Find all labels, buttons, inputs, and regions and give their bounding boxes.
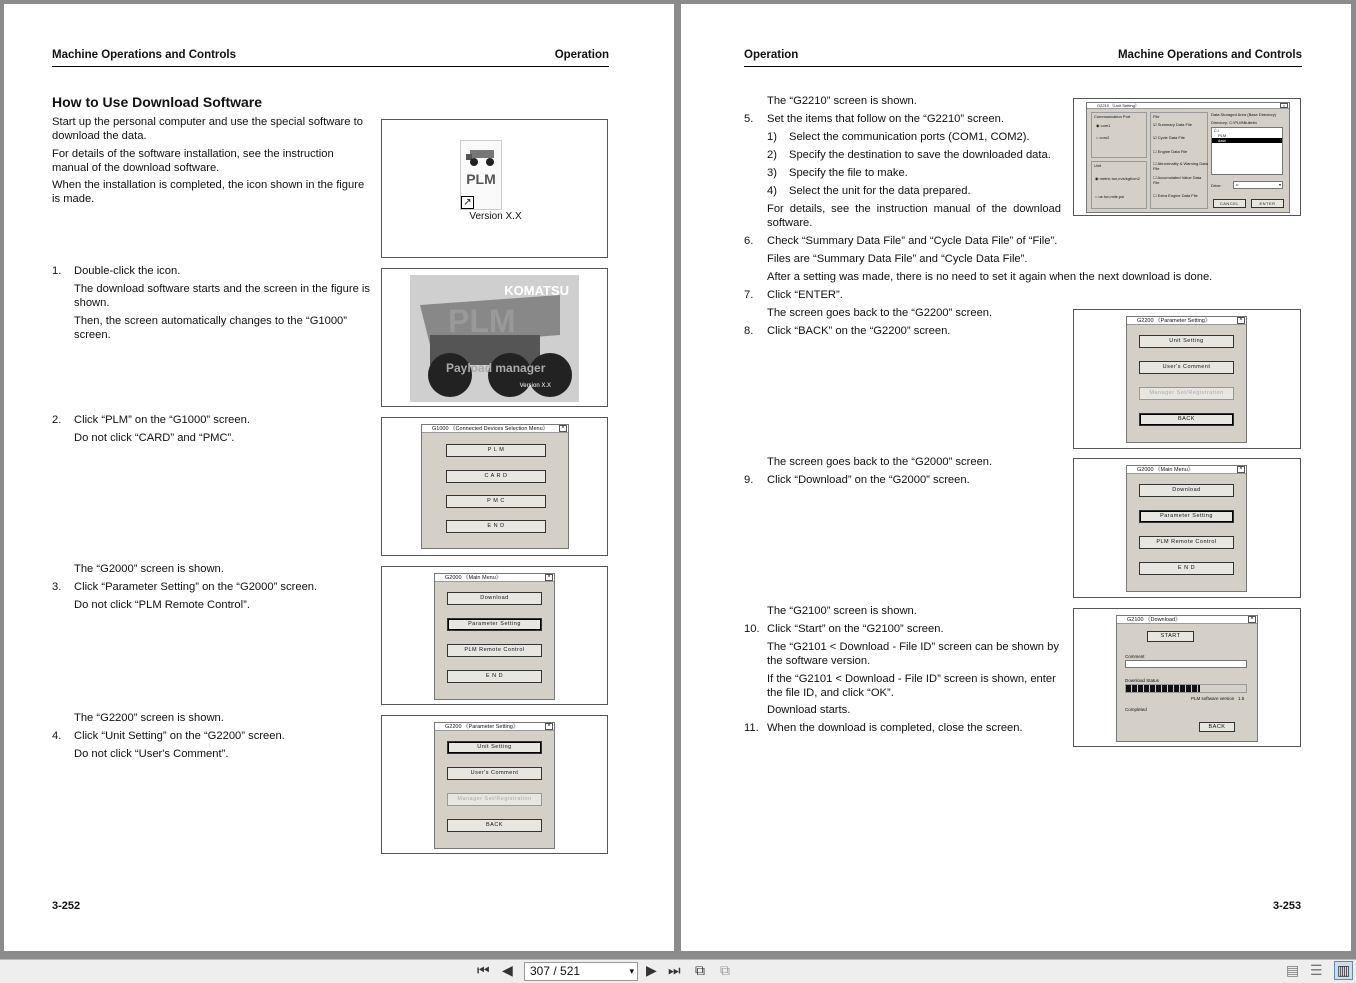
page-header xyxy=(52,49,609,67)
prev-page-icon[interactable]: ◀ xyxy=(502,962,513,978)
splash-version: Version X.X xyxy=(519,383,551,389)
tree-item[interactable]: C:\ xyxy=(1214,128,1220,133)
comm-port-group xyxy=(1091,112,1147,158)
left-page xyxy=(4,4,674,951)
step-pre: The “G2000” screen is shown. xyxy=(74,563,224,575)
header-left: Operation xyxy=(744,49,799,61)
single-page-view-icon[interactable]: ▤ xyxy=(1286,962,1300,978)
g1000-end-button[interactable]: E N D xyxy=(446,520,546,533)
us-label: us ton,mile,psi xyxy=(1098,194,1125,199)
step-number: 5. xyxy=(744,113,754,125)
plm-icon-logo: PLM xyxy=(466,171,496,187)
dialog-title xyxy=(1127,466,1246,474)
com2-label: com2 xyxy=(1099,135,1110,140)
step-note: For details, see the instruction manual of the download software. xyxy=(767,203,1061,229)
step-detail: The “G2101 < Download - File ID” screen can be shown by the software version. xyxy=(767,641,1059,667)
close-icon[interactable]: × xyxy=(545,574,553,581)
step-text: Click “Download” on the “G2000” screen. xyxy=(767,474,970,486)
com1-label: com1 xyxy=(1100,123,1111,128)
figure-g2000 xyxy=(381,566,608,705)
metric-radio[interactable]: ◉ metric ton,m/s/kgf/cm2 xyxy=(1095,176,1140,181)
step-detail: The download software starts and the screen in the figure is shown. xyxy=(74,283,371,309)
step-number: 7. xyxy=(744,289,754,301)
g2200-unit-setting-button[interactable]: Unit Setting xyxy=(1139,335,1234,348)
step-pre: The “G2200” screen is shown. xyxy=(74,712,224,724)
dialog-title-text: G2210 《Unit Setting》 xyxy=(1097,103,1139,108)
plm-shortcut-icon[interactable] xyxy=(460,140,502,210)
dialog-title xyxy=(422,425,568,433)
cycle-checkbox[interactable]: ☑ Cycle Data File xyxy=(1153,135,1185,140)
dialog-title xyxy=(1087,103,1289,109)
continuous-view-icon[interactable]: ☰ xyxy=(1310,962,1323,978)
dialog-title-text: G1000 《Connected Devices Selection Menu》 xyxy=(432,426,549,432)
header-left: Machine Operations and Controls xyxy=(52,49,237,61)
close-icon[interactable]: × xyxy=(1237,317,1245,324)
engine-checkbox[interactable]: ☐ Engine Data File xyxy=(1153,149,1188,154)
sub-number: 1) xyxy=(767,131,777,143)
icon-caption: Version X.X xyxy=(469,211,522,222)
version-value: 1.5 xyxy=(1238,696,1245,701)
dialog-title xyxy=(1127,317,1246,325)
step-detail: Download starts. xyxy=(767,704,851,716)
g2000-parameter-setting-button[interactable]: Parameter Setting xyxy=(1139,510,1234,523)
compare-icon[interactable]: ⧉ xyxy=(720,962,730,978)
step-pre: The “G2100” screen is shown. xyxy=(767,605,917,617)
page-number-value: 307 / 521 xyxy=(530,964,581,978)
unit-group xyxy=(1091,161,1147,209)
sub-number: 4) xyxy=(767,185,777,197)
g2210-dialog xyxy=(1086,102,1290,213)
sub-number: 2) xyxy=(767,149,777,161)
close-icon[interactable]: × xyxy=(545,723,553,730)
unit-label: Unit xyxy=(1094,163,1102,168)
g1000-plm-button[interactable]: P L M xyxy=(446,444,546,457)
step-pre: The “G2210” screen is shown. xyxy=(767,95,917,107)
g2000-download-button[interactable]: Download xyxy=(447,592,542,605)
drive-label: Drive: xyxy=(1211,183,1222,188)
sub-text: Select the unit for the data prepared. xyxy=(789,185,971,197)
g2000-download-button[interactable]: Download xyxy=(1139,484,1234,497)
tree-item[interactable]: PLM xyxy=(1218,133,1227,138)
dialog-title-text: G2000 《Main Menu》 xyxy=(445,575,502,581)
viewer-toolbar xyxy=(0,959,1356,983)
g2000-dialog xyxy=(1126,465,1247,592)
directory-value: Directory: C:\PLM\Bulletin xyxy=(1211,120,1257,125)
checkbox-label: Summary Data File xyxy=(1157,122,1192,127)
comment-input[interactable] xyxy=(1125,660,1247,668)
close-icon[interactable]: × xyxy=(1237,466,1245,473)
comm-port-label: Communication Port xyxy=(1094,114,1131,119)
step-text: Set the items that follow on the “G2210” screen. xyxy=(767,113,1004,125)
step-number: 8. xyxy=(744,325,754,337)
file-group xyxy=(1150,112,1208,209)
g2200-manager-button[interactable]: Manager Set/Registration xyxy=(1139,387,1234,400)
step-text: Click “Start” on the “G2100” screen. xyxy=(767,623,944,635)
g2200-unit-setting-button[interactable]: Unit Setting xyxy=(447,741,542,754)
splash-subtitle: Payload manager xyxy=(446,361,546,375)
dialog-title-text: G2200 《Parameter Setting》 xyxy=(1137,318,1211,324)
g2000-end-button[interactable]: E N D xyxy=(1139,562,1234,575)
page-number-field[interactable] xyxy=(524,962,638,981)
shortcut-arrow-icon: ↗ xyxy=(461,196,474,209)
checkbox-label: Extra Engine Data File xyxy=(1157,193,1198,198)
com1-radio[interactable]: ◉ com1 xyxy=(1096,123,1111,128)
g2000-parameter-setting-button[interactable]: Parameter Setting xyxy=(447,618,542,631)
g2000-dialog xyxy=(434,573,555,700)
version-line xyxy=(1191,696,1244,701)
step-detail: Do not click “CARD” and “PMC”. xyxy=(74,432,235,444)
download-progress-bar xyxy=(1125,684,1247,693)
summary-checkbox[interactable]: ☑ Summary Data File xyxy=(1153,122,1192,127)
completed-label: Completed xyxy=(1125,707,1147,712)
step-text: Double-click the icon. xyxy=(74,265,181,277)
step-text: Click “Unit Setting” on the “G2200” screen. xyxy=(74,730,285,742)
right-page xyxy=(681,4,1351,951)
step-number: 2. xyxy=(52,414,62,426)
step-number: 9. xyxy=(744,474,754,486)
dialog-title-text: G2200 《Parameter Setting》 xyxy=(445,724,519,730)
step-text: Click “BACK” on the “G2200” screen. xyxy=(767,325,951,337)
chevron-down-icon[interactable]: ▾ xyxy=(629,966,634,976)
directory-label: Data Storaged Area (Base Directory) xyxy=(1211,112,1277,117)
sub-number: 3) xyxy=(767,167,777,179)
intro-paragraph: When the installation is completed, the icon shown in the figure is made. xyxy=(52,179,365,205)
step-detail: Do not click “User's Comment”. xyxy=(74,748,229,760)
two-page-view-icon[interactable]: ▥ xyxy=(1334,961,1353,980)
page-number: 3-253 xyxy=(1273,900,1302,912)
header-right: Operation xyxy=(554,49,609,61)
chevron-down-icon: ▾ xyxy=(1278,182,1281,187)
figure-g2000 xyxy=(1073,458,1301,598)
header-right: Machine Operations and Controls xyxy=(1117,49,1302,61)
step-text: Click “Parameter Setting” on the “G2000” screen. xyxy=(74,581,318,593)
figure-splash xyxy=(381,268,608,407)
drive-select[interactable] xyxy=(1233,181,1283,189)
step-text: Click “ENTER”. xyxy=(767,289,843,301)
step-detail: Then, the screen automatically changes to the “G1000” screen. xyxy=(74,315,348,341)
figure-g2100 xyxy=(1073,608,1301,747)
splash-screen xyxy=(410,275,579,402)
step-text: When the download is completed, close the screen. xyxy=(767,722,1023,734)
enter-button[interactable]: ENTER xyxy=(1251,199,1284,208)
g1000-pmc-button[interactable]: P M C xyxy=(446,495,546,508)
version-label: PLM software version xyxy=(1191,696,1235,701)
dialog-title xyxy=(435,723,554,731)
g1000-dialog xyxy=(421,424,569,549)
g1000-card-button[interactable]: C A R D xyxy=(446,470,546,483)
download-status-label: Download Status xyxy=(1125,678,1160,683)
step-number: 11. xyxy=(744,722,759,734)
step-number: 10. xyxy=(744,623,760,635)
start-button[interactable]: START xyxy=(1147,631,1194,642)
g2200-users-comment-button[interactable]: User's Comment xyxy=(447,767,542,780)
sub-text: Specify the file to make. xyxy=(789,167,908,179)
splash-brand: KOMATSU xyxy=(504,283,569,298)
g2200-users-comment-button[interactable]: User's Comment xyxy=(1139,361,1234,374)
com2-radio[interactable]: ○ com2 xyxy=(1096,135,1110,140)
next-page-icon[interactable]: ▶ xyxy=(646,962,657,978)
splash-logo: PLM xyxy=(448,303,516,339)
checkbox-label: Cycle Data File xyxy=(1157,135,1185,140)
first-page-icon[interactable]: ⏮ xyxy=(477,962,490,978)
figure-g1000 xyxy=(381,417,608,556)
section-title: How to Use Download Software xyxy=(52,94,263,110)
dump-truck-icon xyxy=(462,145,502,167)
dialog-title xyxy=(435,574,554,582)
page-number: 3-252 xyxy=(52,900,81,912)
g2200-manager-button[interactable]: Manager Set/Registration xyxy=(447,793,542,806)
step-text: Click “PLM” on the “G1000” screen. xyxy=(74,414,250,426)
back-button[interactable]: BACK xyxy=(1199,722,1235,732)
step-number: 6. xyxy=(744,235,754,247)
dialog-title xyxy=(1117,616,1257,624)
step-text: Check “Summary Data File” and “Cycle Data File” of “File”. xyxy=(767,235,1058,247)
g2200-dialog xyxy=(434,722,555,849)
g2000-plm-remote-control-button[interactable]: PLM Remote Control xyxy=(1139,536,1234,549)
last-page-icon[interactable]: ⏭ xyxy=(668,962,681,978)
checkbox-label: Accumulated Value Data File xyxy=(1153,175,1202,185)
step-detail: After a setting was made, there is no need to set it again when the next download is done. xyxy=(767,271,1213,283)
figure-g2200 xyxy=(1073,309,1301,449)
step-number: 3. xyxy=(52,581,62,593)
abnormality-checkbox[interactable]: ☐ Abnormality & Warning Data File xyxy=(1153,161,1208,171)
file-label: File xyxy=(1153,114,1160,119)
checkbox-label: Abnormality & Warning Data File xyxy=(1153,161,1208,171)
figure-icon xyxy=(381,119,608,258)
step-detail: Files are “Summary Data File” and “Cycle Data File”. xyxy=(767,253,1028,265)
metric-label: metric ton,m/s/kgf/cm2 xyxy=(1099,176,1140,181)
drive-value: c: xyxy=(1236,182,1240,187)
step-number: 1. xyxy=(52,265,62,277)
close-icon[interactable]: × xyxy=(1280,103,1288,108)
cancel-button[interactable]: CANCEL xyxy=(1213,199,1246,208)
comment-label: Comment xyxy=(1125,654,1145,659)
g2000-end-button[interactable]: E N D xyxy=(447,670,542,683)
tree-item-selected[interactable]: data xyxy=(1212,138,1282,143)
step-detail: Do not click “PLM Remote Control”. xyxy=(74,599,250,611)
close-icon[interactable]: × xyxy=(1248,616,1256,623)
figure-g2210 xyxy=(1073,98,1301,216)
g2000-plm-remote-control-button[interactable]: PLM Remote Control xyxy=(447,644,542,657)
extra-engine-checkbox[interactable]: ☐ Extra Engine Data File xyxy=(1153,193,1198,198)
step-number: 4. xyxy=(52,730,62,742)
g2200-back-button[interactable]: BACK xyxy=(1139,413,1234,426)
step-detail: If the “G2101 < Download - File ID” screen is shown, enter the file ID, and click “OK”. xyxy=(767,673,1056,699)
page-header xyxy=(744,49,1302,67)
close-icon[interactable]: × xyxy=(559,425,567,432)
intro-paragraph: Start up the personal computer and use the special software to download the data. xyxy=(52,116,363,142)
checkbox-label: Engine Data File xyxy=(1157,149,1188,154)
intro-paragraph: For details of the software installation, see the instruction manual of the download software. xyxy=(52,148,334,174)
sub-text: Specify the destination to save the downloaded data. xyxy=(789,149,1051,161)
progress-fill xyxy=(1126,685,1200,692)
rotate-icon[interactable]: ⧉ xyxy=(695,962,705,978)
dialog-title-text: G2000 《Main Menu》 xyxy=(1137,467,1194,473)
g2100-dialog xyxy=(1116,615,1258,742)
figure-g2200 xyxy=(381,715,608,854)
g2200-back-button[interactable]: BACK xyxy=(447,819,542,832)
us-radio[interactable]: ○ us ton,mile,psi xyxy=(1095,194,1125,199)
step-detail: The screen goes back to the “G2200” screen. xyxy=(767,307,993,319)
directory-tree[interactable] xyxy=(1211,127,1283,175)
step-pre: The screen goes back to the “G2000” screen. xyxy=(767,456,993,468)
g2200-dialog xyxy=(1126,316,1247,443)
sub-text: Select the communication ports (COM1, COM2). xyxy=(789,131,1030,143)
dialog-title-text: G2100 《Download》 xyxy=(1127,617,1181,623)
accumulated-checkbox[interactable]: ☐ Accumulated Value Data File xyxy=(1153,175,1202,185)
